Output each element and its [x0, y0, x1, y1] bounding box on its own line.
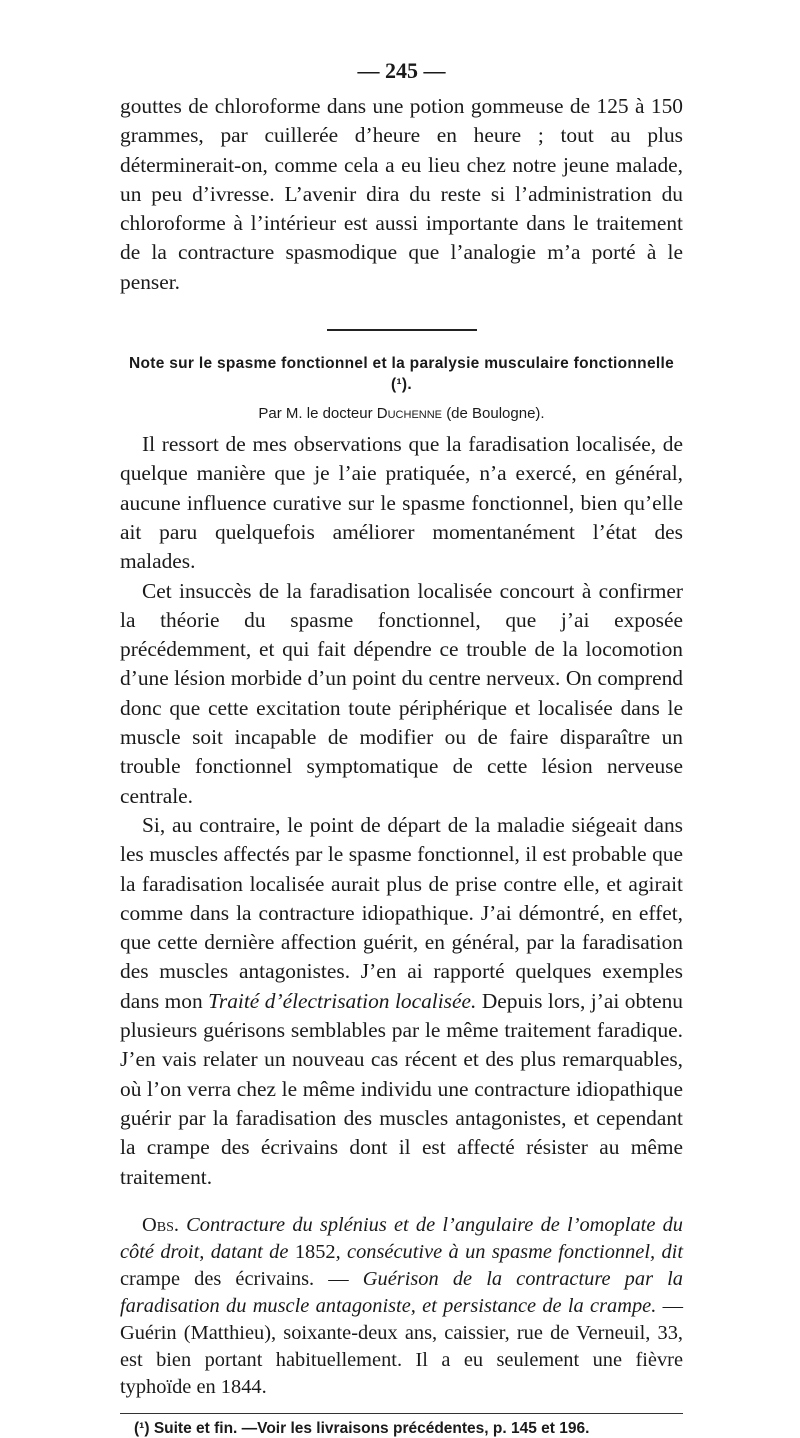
- obs-italic2: Guérison de la contracture par la faradisation du muscle antagoniste, et persistance de la crampe.: [120, 1267, 683, 1317]
- obs-title-part1: Contracture du splénius et de l’angulaire de l’omoplate du côté droit, datant de: [120, 1213, 683, 1263]
- footnote-text: Suite et fin. —Voir les livraisons précédentes, p. 145 et 196.: [153, 1419, 590, 1437]
- note-title: [120, 353, 683, 395]
- footnote: [120, 1420, 683, 1438]
- observation: [120, 1212, 683, 1401]
- section-divider: [327, 329, 477, 331]
- intro-paragraph: gouttes de chloroforme dans une potion gommeuse de 125 à 150 grammes, par cuillerée d’heure en heure ; tout au plus déterminerait-on, comme cela a eu lieu chez notre jeune malade, un peu d’ivresse. L’avenir dira du reste si l’administration du chloroforme à l’intérieur est aussi importante dans le traitement de la contracture spasmodique que l’analogie m’a porté à le penser.: [120, 94, 683, 294]
- obs-year: 1852: [294, 1240, 336, 1263]
- page: [120, 58, 683, 1438]
- paragraph-3-before: Si, au contraire, le point de départ de la maladie siégeait dans les muscles affectés par le spasme fonctionnel, il est probable que la faradisation localisée aurait plus de prise contre elle, et agirait comme dans la contracture idiopathique. J’ai démontré, en effet, que cette dernière affection guérit, en général, par la faradisation des muscles antagonistes. J’en ai rapporté quelques exemples dans mon: [120, 812, 683, 1013]
- note-footnote-marker: (¹).: [391, 376, 412, 394]
- paragraph-1: Il ressort de mes observations que la faradisation localisée, de quelque manière que je l’aie pratiquée, n’a exercé, en général, aucune influence curative sur le spasme fonctionnel, bien qu’elle ait paru quelquefois améliorer momentanément l’état des malades.: [120, 432, 683, 574]
- byline-prefix: Par M. le docteur: [258, 405, 373, 423]
- obs-plain1: crampe des écrivains. —: [120, 1267, 349, 1290]
- paragraph-3: [120, 811, 683, 1192]
- page-number: — 245 —: [357, 58, 446, 83]
- paragraph-2: Cet insuccès de la faradisation localisée concourt à confirmer la théorie du spasme fonctionnel, que j’ai exposée précédemment, et qui fait dépendre ce trouble de la locomotion d’une lésion morbide d’un point du centre nerveux. On comprend donc que cette excitation toute périphérique et localisée dans le muscle soit incapable de modifier ou de faire disparaître un trouble fonctionnel symptomatique de cette lésion nerveuse centrale.: [120, 578, 683, 808]
- byline-suffix: (de Boulogne).: [446, 405, 545, 423]
- book-title: Traité d’électrisation localisée.: [208, 988, 477, 1013]
- note-title-text: Note sur le spasme fonctionnel et la paralysie musculaire fonctionnelle: [128, 355, 674, 373]
- footnote-marker: (¹): [134, 1419, 150, 1437]
- author-name: Duchenne: [376, 405, 443, 423]
- paragraph-3-after: Depuis lors, j’ai obtenu plusieurs guérisons semblables par le même traitement faradique. J’en vais relater un nouveau cas récent et des plus remarquables, où l’on verra chez le même individu une contracture idiopathique guérir par la faradisation des muscles antagonistes, et cependant la crampe des écrivains dont il est affecté résister au même traitement.: [120, 988, 683, 1189]
- obs-plain2: —Guérin (Matthieu), soixante-deux ans, caissier, rue de Verneuil, 33, est bien portant habituellement. Il a eu seulement une fièvre typhoïde en 1844.: [120, 1294, 683, 1398]
- obs-label: Obs.: [142, 1213, 179, 1236]
- obs-title-part2: , consécutive à un spasme fonctionnel, dit: [335, 1240, 683, 1263]
- footnote-divider: [120, 1413, 683, 1414]
- byline: [120, 405, 683, 422]
